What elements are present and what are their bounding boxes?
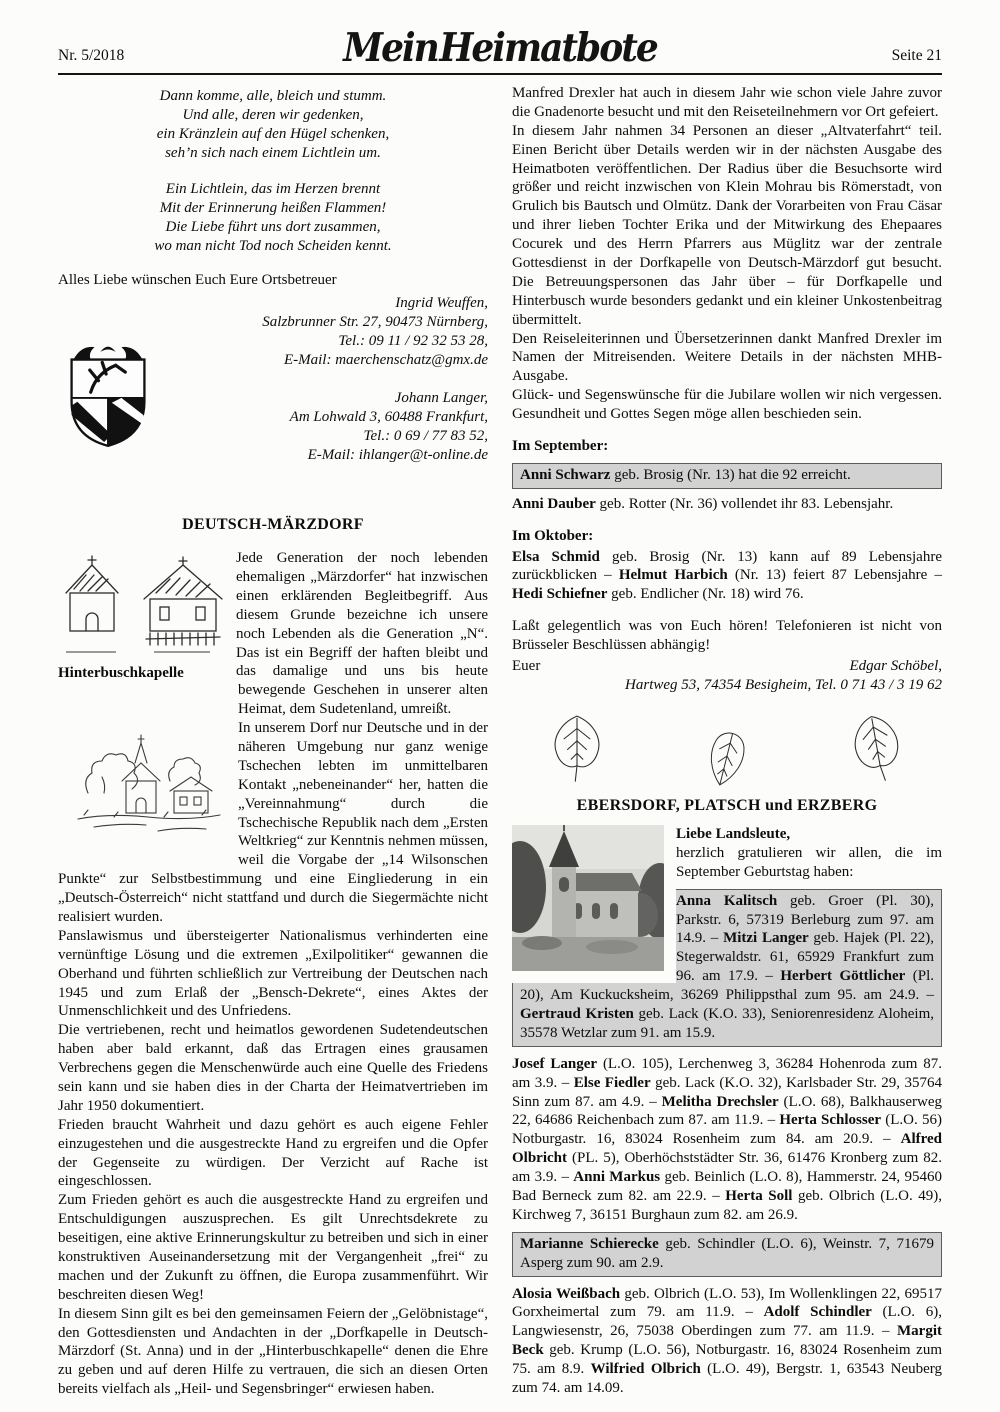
church-photo: [512, 825, 676, 983]
birthday-line: Anni Dauber geb. Rotter (Nr. 36) vollendet ihr 83. Lebensjahr.: [512, 495, 894, 512]
birthday-highlight-box: Marianne Schierecke geb. Schindler (L.O. 6), Weinstr. 7, 71679 Asperg zum 90. am 2.9.: [512, 1232, 942, 1277]
signature-row: [512, 657, 942, 676]
contact-line: Ingrid Weuffen,: [395, 294, 488, 311]
birthday-list: Alosia Weißbach geb. Olbrich (L.O. 53), Im Wollenklingen 22, 69517 Gorxheimertal zum 79. am 11.9. – Adolf Schindler (L.O. 6), Langwiesenstr, 26, 75038 Oberdingen zum 77. am 11.9. – Margit Beck geb. Krump (L.O. 56), Notburgastr. 16, 83024 Rosenheim zum 75. am 8.9. Wilfried Olbrich (L.O. 49), Bergstr. 1, 63543 Neuberg zum 74. am 14.09.: [512, 1285, 943, 1397]
poem-line: Und alle, deren wir gedenken,: [182, 107, 364, 123]
village-sketch-figure: [74, 697, 226, 845]
article-paragraph: In diesem Jahr nahmen 34 Personen an dieser „Altvaterfahrt“ teil. Einen Bericht über Details werden wir in der nächsten Ausgabe des Heimatboten veröffentlichen. Der Radius über die Besuchsorte wird größer und reicht inzwischen von Klein Mohrau bis Römerstadt, von Grulich bis Bautsch und Olmütz. Dank der Vorarbeiten von Frau Cäsar und ihrer lieben Tochter Erika und der Mitwirkung des Ehepaares Cocurek und des Herrn Pfarrers aus Müglitz war der zentrale Gottesdienst in der Dorfkapelle von Deutsch-Märzdorf gut besucht. Die Betreuungspersonen das Jahr über – für Dorfkapelle und Hinterbusch wurde besonders gedankt und ein kleiner Unkostenbeitrag übermittelt.: [512, 122, 942, 328]
leaf-icon: [846, 710, 908, 786]
image-caption: Hinterbuschkapelle: [58, 664, 184, 681]
chapel-sketch-image: [58, 553, 226, 657]
contact-block: [58, 294, 488, 465]
salutation: Liebe Landsleute,: [676, 825, 791, 842]
chapel-sketches-figure: [58, 553, 226, 683]
article-paragraph: Panslawismus und übersteigerter Nationalismus verhinderten eine vernünftige Lösung und die extremen „Exilpolitiker“ gewannen die Oberhand und führten schließlich zur Vertreibung der Deutschen nach 1945 und zum Erlaß der „Bensch-Dekrete“, eines Aktes der Unmenschlichkeit und des Unfriedens.: [58, 927, 488, 1020]
article-paragraph: Den Reiseleiterinnen und Übersetzerinnen dankt Manfred Drexler im Namen der Mitreisenden. Weitere Details in der nächsten MHB-Ausgabe.: [512, 330, 942, 385]
intro-line: herzlich gratulieren wir allen, die im September Geburtstag haben:: [676, 844, 942, 880]
article-paragraph: In unserem Dorf nur Deutsche und in der näheren Umgebung nur ganz wenige Tschechen lebten im unmittelbaren Kontakt „nebeneinander“ her, hatten die „Vereinnahmung“ durch die Tschechische Republik nach dem „Ersten Weltkrieg“ zur Kenntnis nehmen müssen, weil die Vorgabe der „14 Wilsonschen Punkte“ zur Selbstbestimmung und eine Eingliederung in ein „Deutsch-Österreich“ nicht stattfand und durch die Siegermächte nicht realisiert wurden.: [58, 720, 488, 925]
article-paragraph: Zum Frieden gehört es auch die ausgestreckte Hand zu ergreifen und Entschuldigungen auszusprechen. Es gilt Unrechtsdekrete zu beseitigen, eine aktive Erinnerungskultur zu betreiben und sich in einer konstruktiven Auseinandersetzung mit der Vergangenheit „frei“ zu machen und der Zukunft zu öffnen, die Europa zusammenführt. Wir beschreiten diesen Weg!: [58, 1192, 488, 1303]
masthead-logo: Mein Heimatbote: [343, 25, 657, 71]
section-heading-ebersdorf: EBERSDORF, PLATSCH und ERZBERG: [576, 796, 878, 814]
contact-email: E-Mail: ihlanger@t-online.de: [307, 446, 488, 463]
signature-name: Edgar Schöbel,: [849, 658, 942, 675]
ebersdorf-article: [512, 825, 942, 1398]
right-column: [512, 84, 942, 1399]
birthday-highlight-box: Anni Schwarz geb. Brosig (Nr. 13) hat die 92 erreicht.: [512, 463, 942, 489]
page-header: [58, 25, 942, 75]
contact-appeal: Laßt gelegentlich was von Euch hören! Telefonieren ist nicht von Brüsseler Beschlüssen abhängig!: [512, 618, 942, 654]
article-paragraph: Die vertriebenen, recht und heimatlos gewordenen Sudetendeutschen haben aber bald erkannt, daß das Ertragen eines grausamen Verbrechens gegen die Menschenwürde auch eine Quelle des Friedens sein kann und sie haben dies in der Charta der Heimatvertrieben im Jahr 1950 dokumentiert.: [58, 1022, 488, 1114]
birthday-list: Josef Langer (L.O. 105), Lerchenweg 3, 36284 Hohenroda zum 87. am 3.9. – Else Fiedler geb. Lack (K.O. 32), Karlsbader Str. 29, 35764 Sinn zum 87. am 4.9. – Melitha Drechsler (L.O. 68), Balkhauserweg 22, 64686 Reichenbach zum 87. am 11.9. – Herta Schlosser (L.O. 56) Notburgastr. 16, 83024 Rosenheim zum 84. am 20.9. – Alfred Olbricht (PL. 5), Oberhöchststädter Str. 36, 61476 Kronberg zum 82. am 3.9. – Anni Markus geb. Beinlich (L.O. 8), Hammerstr. 24, 95460 Bad Berneck zum 82. am 22.9. – Herta Soll geb. Olbrich (L.O. 49), Kirchweg 7, 36151 Burghaun zum 82. am 26.9.: [512, 1055, 942, 1223]
section-heading-deutsch-maerzdorf: DEUTSCH-MÄRZDORF: [182, 515, 364, 533]
deutsch-maerzdorf-article: [58, 549, 488, 1399]
october-birthdays: Elsa Schmid geb. Brosig (Nr. 13) kann auf 89 Lebensjahre zurückblicken – Helmut Harbich (Nr. 13) feiert 87 Lebensjahre – Hedi Schiefner geb. Endlicher (Nr. 18) wird 76.: [512, 548, 942, 603]
contact-line: Salzbrunner Str. 27, 90473 Nürnberg,: [262, 313, 488, 330]
euer-label: Euer: [512, 658, 541, 675]
leaf-icon: [698, 720, 756, 792]
article-paragraph: In diesem Sinn gilt es bei den gemeinsamen Feiern der „Gelöbnistage“, den Gottesdiensten und Andachten in der „Dorfkapelle in Deutsch-Märzdorf (St. Anna) und in der „Hinterbuschkapelle“ denen die Ehre zu geben und auf deren Hilfe zu vertrauen, die sich an diesen Orten bereits vielfach als „Heil- und Segensbringer“ erwiesen haben.: [58, 1305, 488, 1398]
church-photo-image: [512, 825, 664, 971]
contact-line: Johann Langer,: [394, 389, 488, 406]
poem-line: wo man nicht Tod noch Scheiden kennt.: [154, 238, 392, 254]
contact-line: Am Lohwald 3, 60488 Frankfurt,: [289, 408, 488, 425]
signature-address: Hartweg 53, 74354 Besigheim, Tel. 0 71 43 / 3 19 62: [625, 676, 942, 693]
contact-email: E-Mail: maerchenschatz@gmx.de: [283, 351, 488, 368]
poem-line: Die Liebe führt uns dort zusammen,: [165, 219, 381, 235]
october-heading: Im Oktober:: [512, 527, 594, 544]
issue-number: Nr. 5/2018: [58, 47, 125, 65]
leaf-ornaments: [512, 710, 942, 786]
article-paragraph: Frieden braucht Wahrheit und dazu gehört es auch eigene Fehler einzugestehen und die ausgestreckte Hand zu ergreifen und die Opfer der Gegenseite zu würdigen. Der Verzicht auf Rache ist eingeschlossen.: [58, 1116, 488, 1190]
article-paragraph: Glück- und Segenswünsche für die Jubilare wollen wir nich vergessen. Gesundheit und Gottes Segen möge allen beschieden sein.: [512, 387, 942, 423]
poem-line: Mit der Erinnerung heißen Flammen!: [159, 200, 387, 216]
article-paragraph: Manfred Drexler hat auch in diesem Jahr wie schon viele Jahre zuvor die Gnadenorte besucht und mit den Reiseteilnehmern vor Ort gefeiert.: [512, 85, 942, 120]
contact-line: Tel.: 09 11 / 92 32 53 28,: [338, 332, 488, 349]
poem-line: Dann komme, alle, bleich und stumm.: [159, 88, 387, 104]
september-heading: Im September:: [512, 438, 609, 455]
greeting-line: Alles Liebe wünschen Euch Eure Ortsbetreuer: [58, 272, 337, 288]
village-sketch-image: [74, 697, 224, 839]
poem-line: ein Kränzlein auf den Hügel schenken,: [156, 126, 390, 142]
article-paragraph: Jede Generation der noch lebenden ehemaligen „Märzdorfer“ hat inzwischen einen erklärenden Begleitbegriff. Aus diesem Grunde bezeichne ich unsere noch Lebenden als die Generation „N“. Das ist ein Begriff der haften bleibt und das damalige und uns bis heute bewegende Geschehen in unserer alten Heimat, dem Sudetenland, umreißt.: [236, 550, 488, 718]
memorial-poem: [58, 87, 488, 256]
left-column: [58, 84, 488, 1399]
poem-line: Ein Lichtlein, das im Herzen brennt: [165, 181, 381, 197]
coat-of-arms-image: [62, 338, 154, 454]
birthday-highlight-box: Anna Kalitsch geb. Groer (Pl. 30), Parkstr. 6, 57319 Berleburg zum 97. am 14.9. – Mitzi Langer geb. Hajek (Pl. 22), Stegerwaldstr. 61, 65929 Frankfurt zum 96. am 17.9. – Herbert Göttlicher (Pl. 20), Am Kuckucksheim, 36269 Philippsthal zum 95. am 24.9. – Gertraud Kristen geb. Lack (K.O. 33), Seniorenresidenz Aloheim, 35578 Wetzlar zum 91. am 15.9.: [512, 889, 942, 1047]
leaf-icon: [546, 710, 608, 786]
poem-line: seh’n sich nach einem Lichtlein um.: [165, 145, 381, 161]
contact-line: Tel.: 0 69 / 77 83 52,: [363, 427, 488, 444]
page-number: Seite 21: [891, 47, 942, 65]
